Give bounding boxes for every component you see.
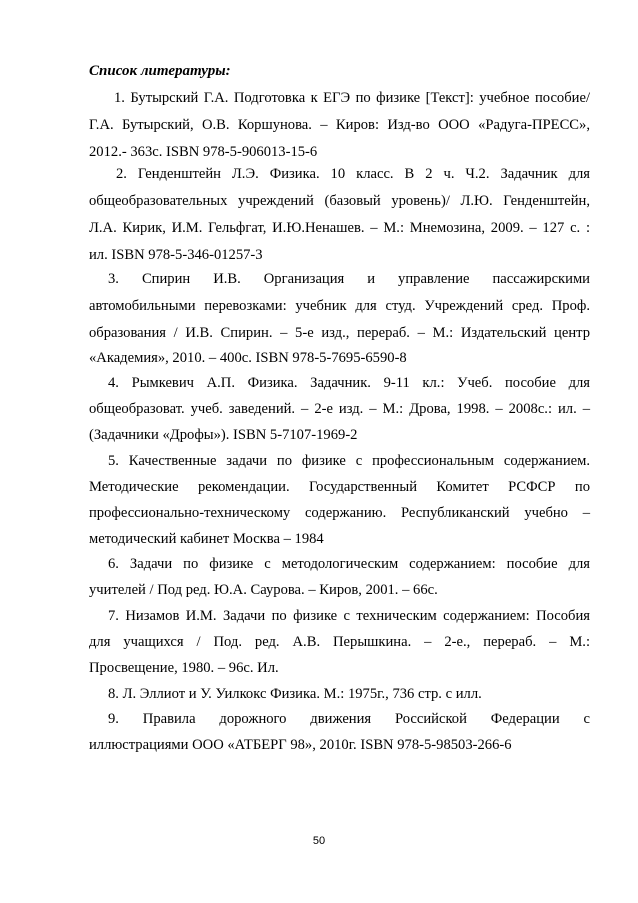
reference-8-line-1: 8. Л. Эллиот и У. Уилкокс Физика. М.: 1975г., 736 стр. с илл. [108, 686, 482, 702]
reference-5-line-1: 5. Качественные задачи по физике с профессиональным содержанием. [108, 453, 590, 469]
reference-5-line-2: Методические рекомендации. Государственный Комитет РСФСР по [89, 479, 590, 495]
reference-5-line-4: методический кабинет Москва – 1984 [89, 531, 324, 547]
reference-7-line-1: 7. Низамов И.М. Задачи по физике с техническим содержанием: Пособия [108, 608, 590, 624]
reference-9-line-1: 9. Правила дорожного движения Российской Федерации с [108, 711, 590, 727]
reference-2-line-2: общеобразовательных учреждений (базовый уровень)/ Л.Ю. Генденштейн, [89, 193, 590, 209]
reference-2-line-1: 2. Генденштейн Л.Э. Физика. 10 класс. В 2 ч. Ч.2. Задачник для [116, 166, 590, 182]
reference-3-line-4: «Академия», 2010. – 400с. ISBN 978-5-7695-6590-8 [89, 350, 407, 366]
reference-1-line-3: 2012.- 363с. ISBN 978-5-906013-15-6 [89, 144, 318, 160]
reference-1-line-1: 1. Бутырский Г.А. Подготовка к ЕГЭ по физике [Текст]: учебное пособие/ [114, 90, 590, 106]
reference-3-line-3: образования / И.В. Спирин. – 5-е изд., перераб. – М.: Издательский центр [89, 325, 590, 341]
reference-1-line-2: Г.А. Бутырский, О.В. Коршунова. – Киров: Изд-во ООО «Радуга-ПРЕСС», [89, 117, 590, 133]
reference-9-line-2: иллюстрациями ООО «АТБЕРГ 98», 2010г. ISBN 978-5-98503-266-6 [89, 737, 512, 753]
page-number: 50 [312, 835, 326, 847]
references-heading: Список литературы: [89, 63, 231, 79]
reference-4-line-2: общеобразоват. учеб. заведений. – 2-е изд. – М.: Дрова, 1998. – 2008с.: ил. – [89, 401, 590, 417]
reference-6-line-1: 6. Задачи по физике с методологическим содержанием: пособие для [108, 556, 590, 572]
reference-6-line-2: учителей / Под ред. Ю.А. Саурова. – Киров, 2001. – 66с. [89, 582, 438, 598]
reference-2-line-3: Л.А. Кирик, И.М. Гельфгат, И.Ю.Ненашев. – М.: Мнемозина, 2009. – 127 с. : [89, 220, 590, 236]
reference-4-line-1: 4. Рымкевич А.П. Физика. Задачник. 9-11 кл.: Учеб. пособие для [108, 375, 590, 391]
reference-4-line-3: (Задачники «Дрофы»). ISBN 5-7107-1969-2 [89, 427, 358, 443]
reference-3-line-2: автомобильными перевозками: учебник для студ. Учреждений сред. Проф. [89, 298, 590, 314]
reference-7-line-3: Просвещение, 1980. – 96с. Ил. [89, 660, 279, 676]
reference-7-line-2: для учащихся / Под. ред. А.В. Перышкина. – 2-е., перераб. – М.: [89, 634, 590, 650]
reference-2-line-4: ил. ISBN 978-5-346-01257-3 [89, 247, 263, 263]
reference-3-line-1: 3. Спирин И.В. Организация и управление пассажирскими [108, 271, 590, 287]
reference-5-line-3: профессионально-техническому содержанию. Республиканский учебно – [89, 505, 590, 521]
